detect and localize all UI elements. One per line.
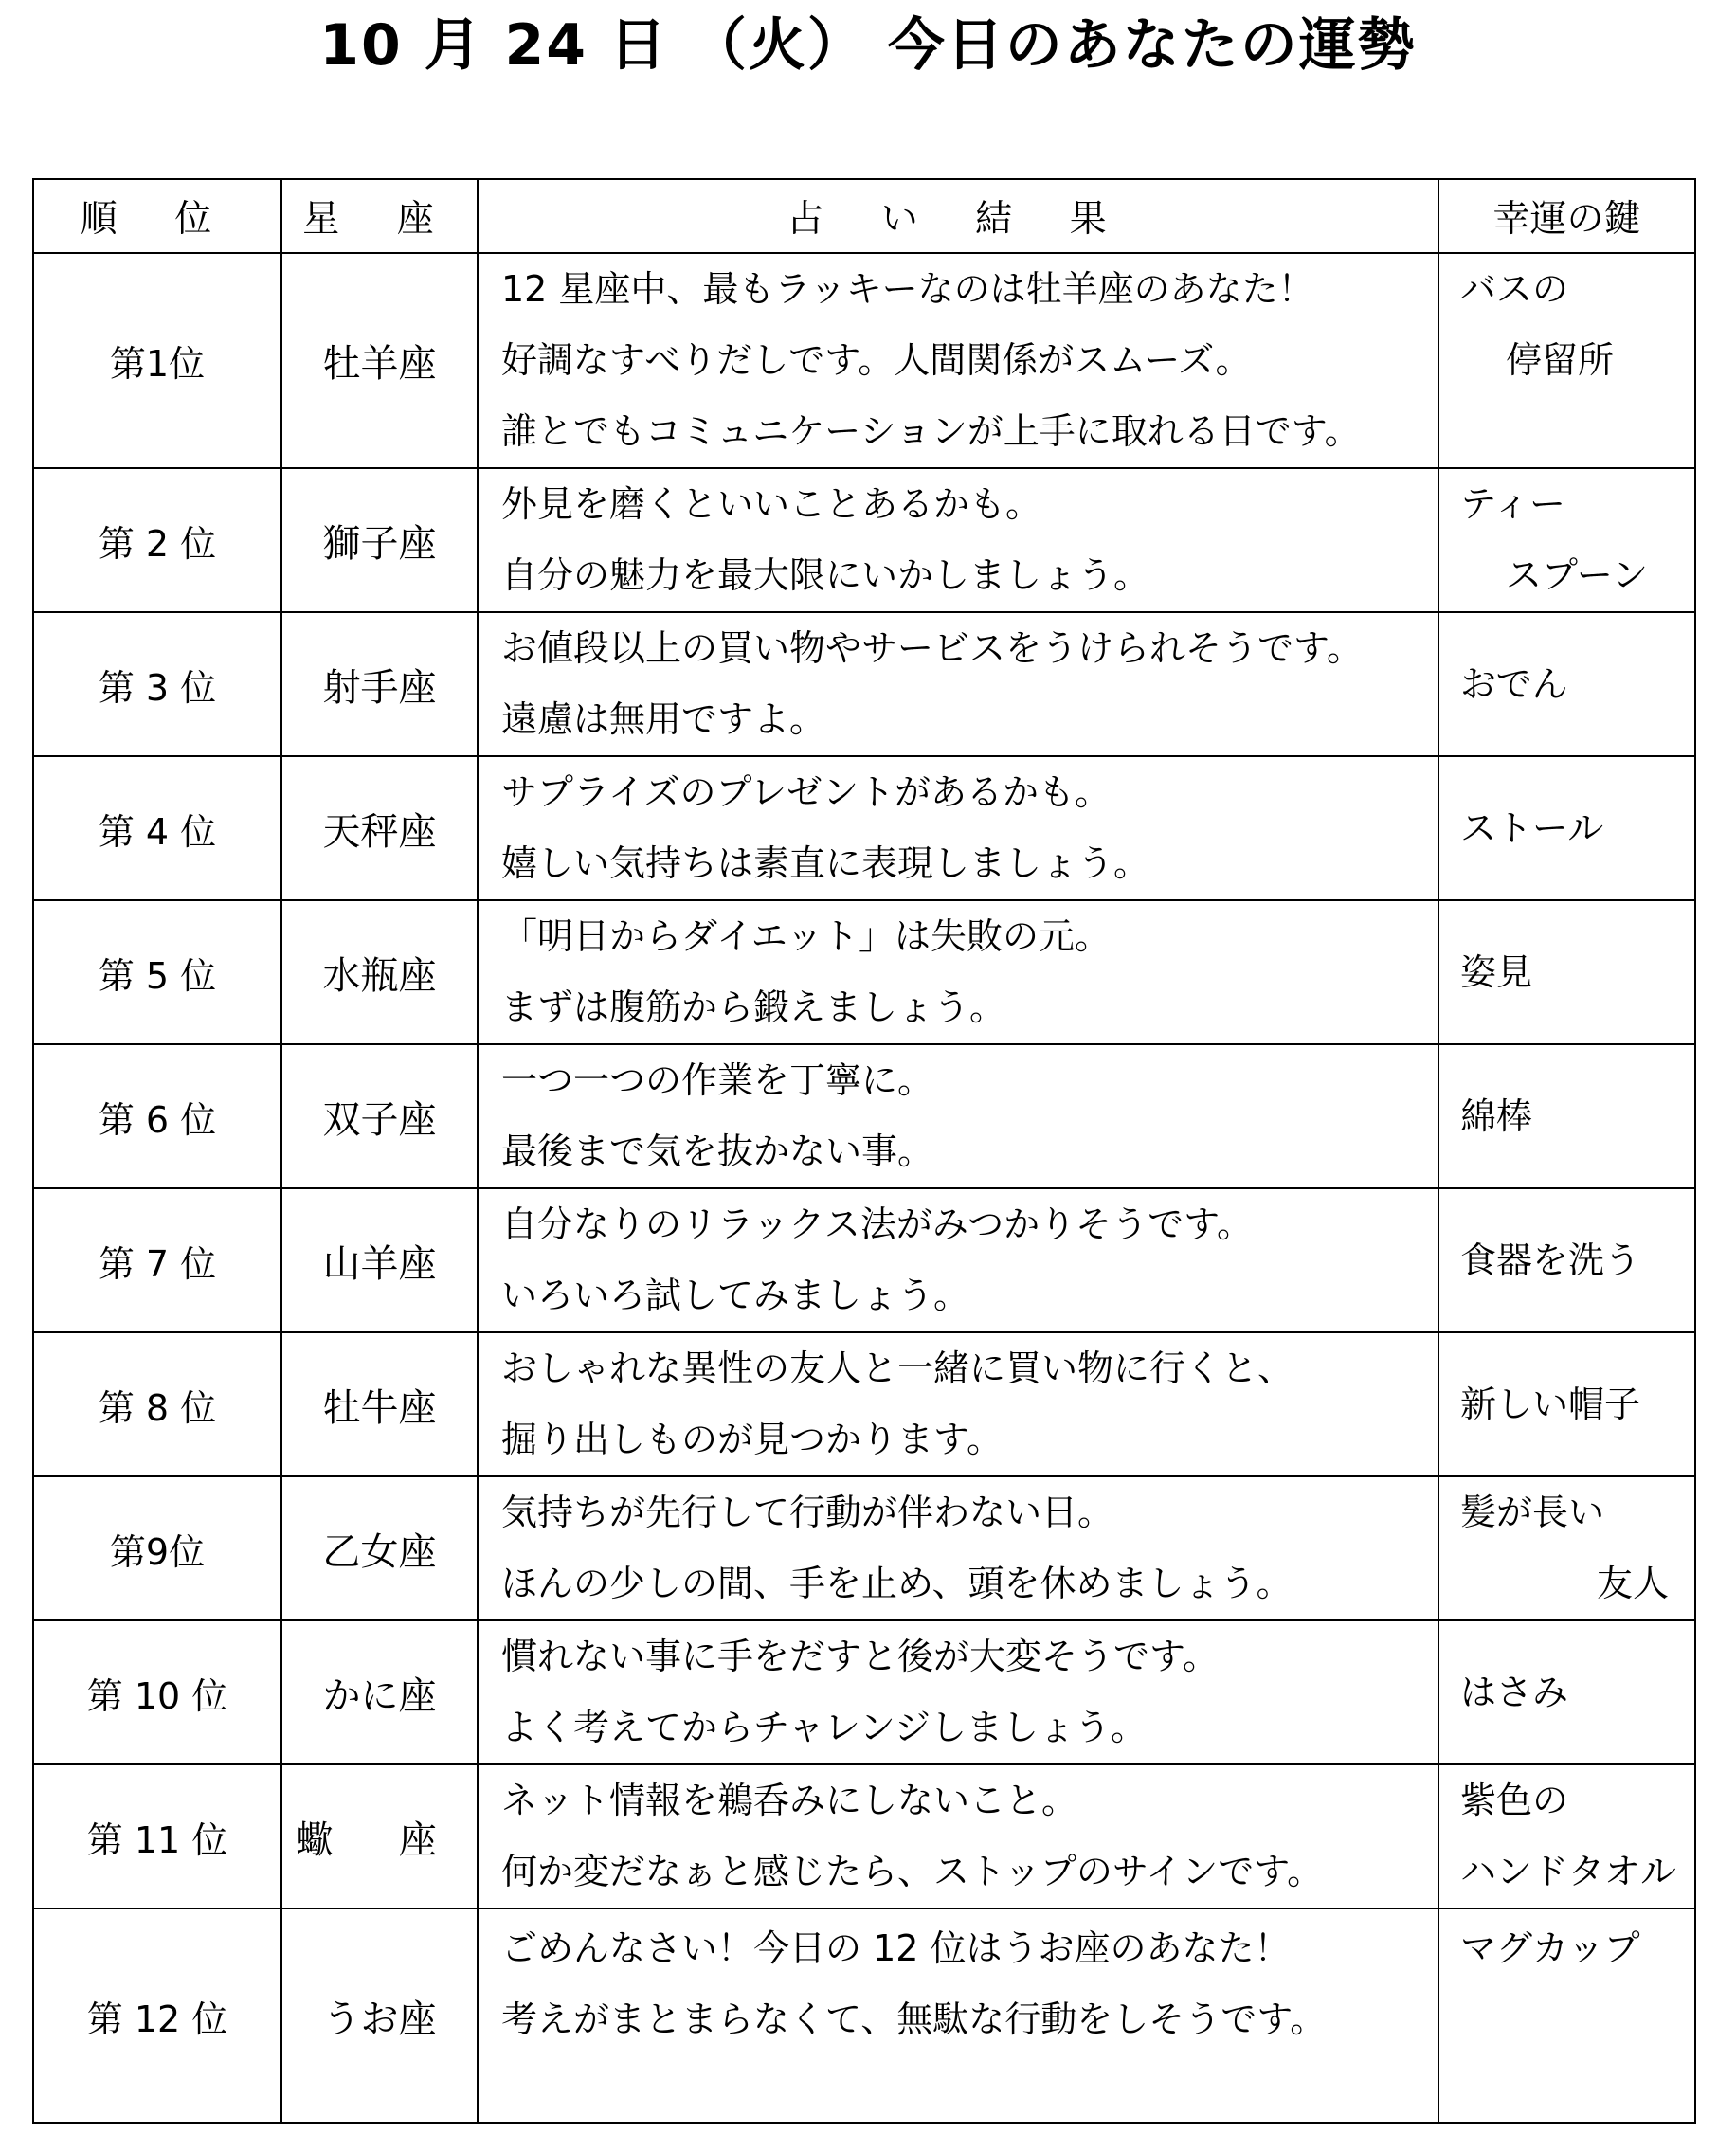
- key-cell: [1438, 253, 1695, 468]
- result-line: 嬉しい気持ちは素直に表現しましょう。: [501, 842, 1150, 884]
- header-sign: 星 座: [281, 179, 478, 253]
- result-line: ほんの少しの間、手を止め、頭を休めましょう。: [501, 1563, 1293, 1604]
- result-line: ネット情報を鵜呑みにしないこと。: [501, 1780, 1078, 1821]
- rank-cell: 第 6 位: [33, 1044, 281, 1188]
- result-cell: [478, 253, 1438, 468]
- result-line: 外見を磨くといいことあるかも。: [501, 483, 1042, 525]
- key-line: おでん: [1460, 662, 1568, 705]
- result-cell: [478, 1620, 1438, 1764]
- key-cell: [1438, 612, 1695, 756]
- result-line: 自分なりのリラックス法がみつかりそうです。: [501, 1203, 1254, 1245]
- result-line: 考えがまとまらなくて、無駄な行動をしそうです。: [501, 1998, 1327, 2040]
- result-cell: [478, 756, 1438, 900]
- key-line-blank: [1460, 396, 1694, 467]
- sign-cell: 射手座: [281, 612, 478, 756]
- key-line: はさみ: [1460, 1671, 1569, 1713]
- rank-cell: 第 2 位: [33, 468, 281, 612]
- result-cell: [478, 1764, 1438, 1908]
- header-row: [33, 179, 1695, 253]
- header-result: 占 い 結 果: [478, 179, 1438, 253]
- result-cell: [478, 1044, 1438, 1188]
- header-key: 幸運の鍵: [1438, 179, 1695, 253]
- key-cell: [1438, 756, 1695, 900]
- key-cell: [1438, 900, 1695, 1044]
- table-row: [33, 900, 1695, 1044]
- sign-cell: 牡羊座: [281, 253, 478, 468]
- result-cell: [478, 612, 1438, 756]
- rank-cell: 第 10 位: [33, 1620, 281, 1764]
- result-line: 自分の魅力を最大限にいかしましょう。: [501, 554, 1150, 596]
- table-row: [33, 1188, 1695, 1332]
- result-cell: [478, 900, 1438, 1044]
- header-rank: 順 位: [33, 179, 281, 253]
- result-line: 誰とでもコミュニケーションが上手に取れる日です。: [501, 410, 1361, 452]
- key-line: 姿見: [1460, 950, 1533, 993]
- sign-cell: 水瓶座: [281, 900, 478, 1044]
- result-line: 何か変だなぁと感じたら、ストップのサインです。: [501, 1851, 1324, 1892]
- result-line: よく考えてからチャレンジしましょう。: [501, 1707, 1147, 1748]
- table-row: [33, 253, 1695, 468]
- key-cell: [1438, 1764, 1695, 1908]
- table-row: [33, 612, 1695, 756]
- fortune-table: [32, 178, 1696, 2124]
- result-line: 最後まで気を抜かない事。: [501, 1130, 934, 1172]
- sign-cell: 乙女座: [281, 1476, 478, 1620]
- result-line: 好調なすべりだしです。人間関係がスムーズ。: [501, 339, 1252, 381]
- key-cell: [1438, 1620, 1695, 1764]
- rank-cell: 第1位: [33, 253, 281, 468]
- table-row: [33, 1620, 1695, 1764]
- sign-cell: 山羊座: [281, 1188, 478, 1332]
- sign-cell: [281, 1764, 478, 1908]
- result-line: 「明日からダイエット」は失敗の元。: [501, 915, 1111, 957]
- sign-cell: 天秤座: [281, 756, 478, 900]
- key-cell: [1438, 1332, 1695, 1476]
- key-line: 髪が長い: [1460, 1492, 1605, 1533]
- result-cell: [478, 1332, 1438, 1476]
- key-cell: [1438, 1188, 1695, 1332]
- rank-cell: 第 8 位: [33, 1332, 281, 1476]
- rank-cell: 第 3 位: [33, 612, 281, 756]
- key-cell: [1438, 1044, 1695, 1188]
- result-line: まずは腹筋から鍛えましょう。: [501, 986, 1006, 1028]
- key-line: ハンドタオル: [1460, 1851, 1677, 1892]
- table-row: [33, 1476, 1695, 1620]
- sign-cell: 獅子座: [281, 468, 478, 612]
- rank-cell: 第 5 位: [33, 900, 281, 1044]
- key-line: 新しい帽子: [1460, 1383, 1641, 1425]
- result-line: 気持ちが先行して行動が伴わない日。: [501, 1492, 1114, 1533]
- result-line: 掘り出しものが見つかります。: [501, 1419, 1003, 1460]
- result-cell: [478, 1476, 1438, 1620]
- key-line: スプーン: [1506, 554, 1649, 596]
- result-line: サプライズのプレゼントがあるかも。: [501, 771, 1111, 813]
- table-row: [33, 1908, 1695, 2123]
- result-line: おしゃれな異性の友人と一緒に買い物に行くと、: [501, 1347, 1294, 1389]
- rank-cell: 第9位: [33, 1476, 281, 1620]
- result-line: 慣れない事に手をだすと後が大変そうです。: [501, 1636, 1219, 1677]
- result-line: 一つ一つの作業を丁寧に。: [501, 1059, 934, 1101]
- sign-cell: うお座: [281, 1908, 478, 2123]
- result-line: お値段以上の買い物やサービスをうけられそうです。: [501, 627, 1363, 669]
- key-line: 停留所: [1506, 339, 1615, 381]
- key-cell: [1438, 1908, 1695, 2123]
- key-line: 友人: [1597, 1563, 1670, 1604]
- key-line: 紫色の: [1460, 1780, 1569, 1821]
- rank-cell: 第 11 位: [33, 1764, 281, 1908]
- rank-cell: 第 7 位: [33, 1188, 281, 1332]
- sign-text: 蠍 座: [296, 1817, 463, 1862]
- key-line: 食器を洗う: [1460, 1239, 1641, 1281]
- result-line: いろいろ試してみましょう。: [501, 1275, 970, 1316]
- result-cell: [478, 1188, 1438, 1332]
- result-line: 遠慮は無用ですよ。: [501, 698, 826, 740]
- table-row: [33, 756, 1695, 900]
- table-row: [33, 1764, 1695, 1908]
- table-row: [33, 468, 1695, 612]
- key-line: ティー: [1460, 483, 1565, 525]
- sign-cell: かに座: [281, 1620, 478, 1764]
- sign-cell: 牡牛座: [281, 1332, 478, 1476]
- table-row: [33, 1044, 1695, 1188]
- result-line: 12 星座中、最もラッキーなのは牡羊座のあなた！: [501, 268, 1314, 310]
- key-cell: [1438, 468, 1695, 612]
- key-line: バスの: [1460, 268, 1569, 310]
- rank-cell: 第 4 位: [33, 756, 281, 900]
- key-cell: [1438, 1476, 1695, 1620]
- key-line: ストール: [1460, 806, 1604, 849]
- table-row: [33, 1332, 1695, 1476]
- sign-cell: 双子座: [281, 1044, 478, 1188]
- page-title: 10 月 24 日 （火） 今日のあなたの運勢: [319, 12, 1417, 79]
- result-cell: [478, 468, 1438, 612]
- result-line: ごめんなさい！今日の 12 位はうお座のあなた！: [501, 1927, 1291, 1969]
- key-line: マグカップ: [1460, 1927, 1640, 1969]
- result-cell: [478, 1908, 1438, 2123]
- key-line: 綿棒: [1460, 1094, 1533, 1137]
- rank-cell: 第 12 位: [33, 1908, 281, 2123]
